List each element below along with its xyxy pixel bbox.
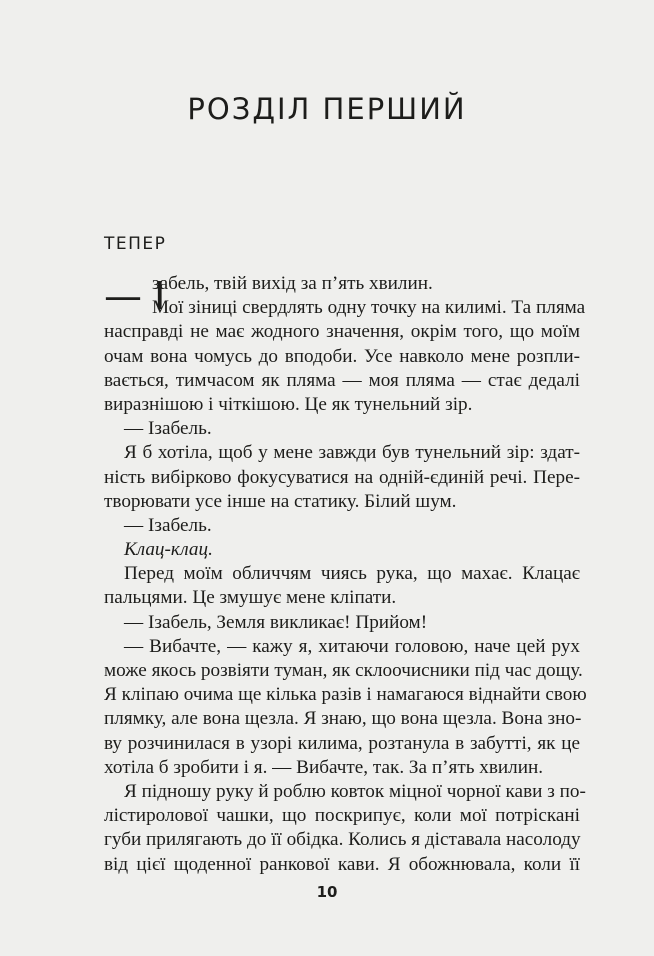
text-line: Я підношу руку й роблю ковток міцної чорної кави з по-: [124, 780, 586, 802]
text-line: Клац-клац.: [124, 539, 213, 561]
text-line: вається, тимчасом як пляма — моя пляма — стає дедалі: [104, 369, 580, 391]
text-line: Перед моїм обличчям чиясь рука, що махає. Клацає: [124, 563, 580, 585]
body-text: [104, 272, 587, 877]
section-heading: ТЕПЕР: [104, 234, 167, 254]
text-line: плямку, але вона щезла. Я знаю, що вона щезла. Вона зно-: [104, 708, 582, 730]
line-text: забель, твій вихід за п’ять хвилин.: [152, 273, 433, 294]
drop-cap: — І: [104, 274, 166, 318]
text-line: хотіла б зробити і я. — Вибачте, так. За п’ять хвилин.: [104, 756, 544, 778]
text-line: насправді не має жодного значення, окрім того, що моїм: [104, 321, 580, 343]
text-line: лістиролової чашки, що поскрипує, коли мої потріскані: [104, 805, 580, 827]
text-line: — Ізабель, Земля викликає! Прийом!: [124, 611, 428, 633]
text-line: — Ізабель.: [124, 418, 212, 440]
text-line: губи прилягають до її обідка. Колись я діставала насолоду: [104, 829, 581, 851]
text-line: Я б хотіла, щоб у мене завжди був тунельний зір: здат-: [124, 442, 580, 464]
text-line: ву розчинилася в узорі килима, розтанула в забутті, як це: [104, 732, 580, 754]
text-line: пальцями. Це змушує мене кліпати.: [104, 587, 397, 609]
text-line: виразнішою і чіткішою. Це як тунельний зір.: [104, 393, 473, 415]
text-line: — Вибачте, — кажу я, хитаючи головою, наче цей рух: [124, 635, 580, 657]
text-line: творювати усе інше на статику. Білий шум.: [104, 490, 457, 512]
chapter-title: РОЗДІЛ ПЕРШИЙ: [187, 92, 467, 126]
text-line: може якось розвіяти туман, як склоочисники під час дощу.: [104, 660, 583, 681]
text-line: від цієї щоденної ранкової кави. Я обожнювала, коли її: [104, 853, 580, 875]
text-line: Я кліпаю очима ще кілька разів і намагаюся віднайти свою: [104, 684, 587, 706]
page-number: 10: [316, 883, 338, 901]
text-line: — Ізабель.: [124, 514, 212, 536]
text-line: очам вона чомусь до вподоби. Усе навколо мене розпли-: [104, 345, 580, 367]
text-line: Мої зіниці свердлять одну точку на килимі. Та пляма: [152, 297, 586, 319]
text-line: ність вибірково фокусуватися на одній-єдиній речі. Пере-: [104, 466, 580, 488]
